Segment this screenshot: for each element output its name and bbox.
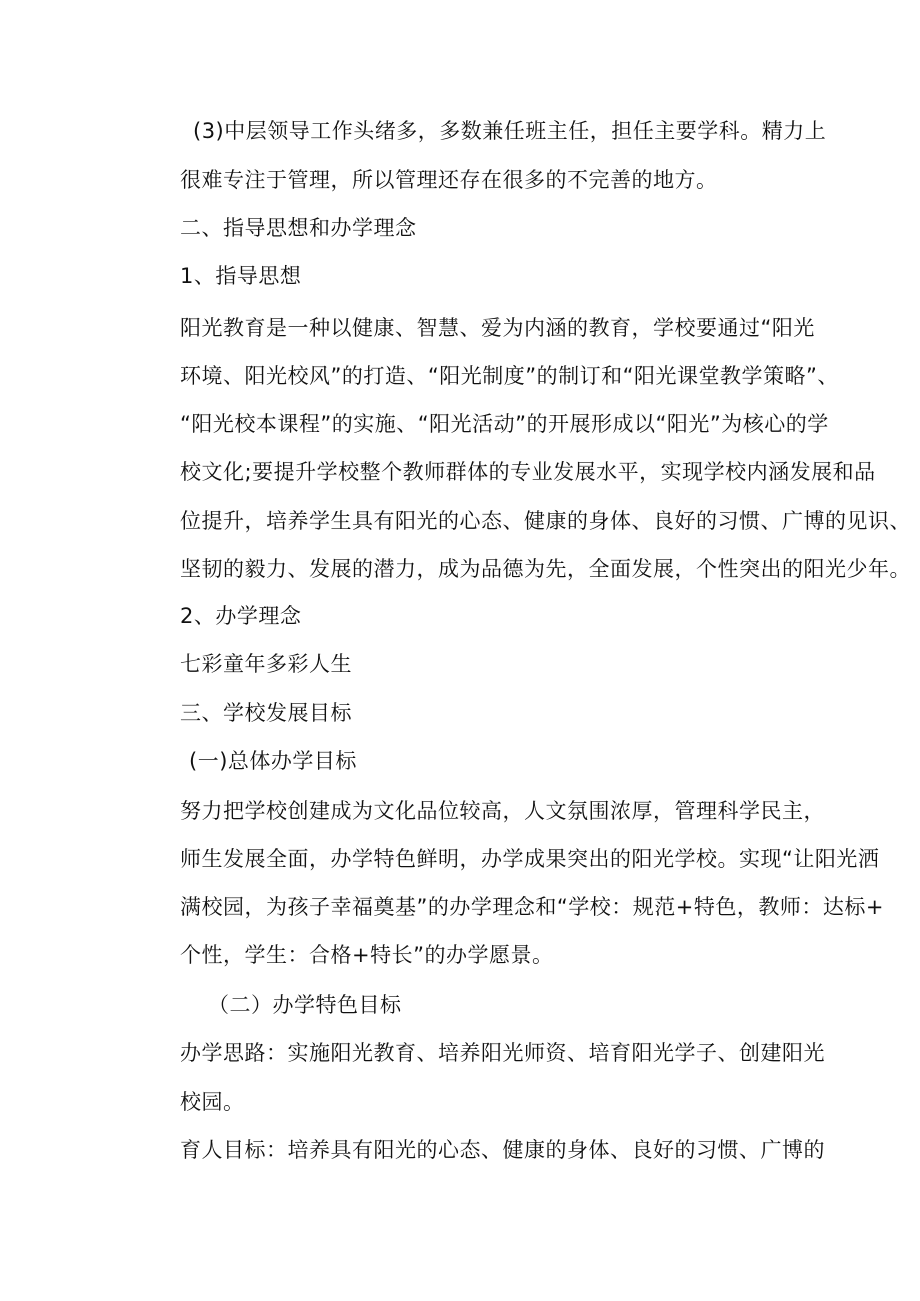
section-heading: 三、学校发展目标 (180, 701, 352, 725)
paragraph-line: 个性，学生：合格+特长”的办学愿景。 (180, 943, 554, 967)
paragraph-line: 坚韧的毅力、发展的潜力，成为品德为先，全面发展，个性突出的阳光少年。 (180, 557, 911, 581)
paragraph-line: 满校园，为孩子幸福奠基”的办学理念和“学校：规范+特色，教师：达标+ (180, 895, 884, 919)
paragraph-line: 很难专注于管理，所以管理还存在很多的不完善的地方。 (180, 168, 718, 192)
paragraph-line: 努力把学校创建成为文化品位较高，人文氛围浓厚，管理科学民主， (180, 799, 825, 823)
section-heading: 二、指导思想和办学理念 (180, 216, 417, 240)
paragraph-line: “阳光校本课程”的实施、“阳光活动”的开展形成以“阳光”为核心的学 (180, 412, 829, 436)
subsection-heading: （二）办学特色目标 (208, 993, 402, 1017)
paragraph-line: 阳光教育是一种以健康、智慧、爱为内涵的教育，学校要通过“阳光 (180, 316, 815, 340)
paragraph-line: 育人目标：培养具有阳光的心态、健康的身体、良好的习惯、广博的 (180, 1138, 825, 1162)
paragraph-line: 位提升，培养学生具有阳光的心态、健康的身体、良好的习惯、广博的见识、 (180, 509, 911, 533)
paragraph-line: (3)中层领导工作头绪多，多数兼任班主任，担任主要学科。精力上 (193, 119, 827, 143)
paragraph-line: 环境、阳光校风”的打造、“阳光制度”的制订和“阳光课堂教学策略”、 (180, 364, 839, 388)
paragraph-line: 师生发展全面，办学特色鲜明，办学成果突出的阳光学校。实现“让阳光洒 (180, 847, 880, 871)
subsection-heading: 1、指导思想 (180, 264, 302, 288)
paragraph-line: 校园。 (180, 1090, 245, 1114)
paragraph-line: 七彩童年多彩人生 (180, 652, 352, 676)
subsection-heading: 2、办学理念 (180, 604, 302, 628)
subsection-heading: (一)总体办学目标 (189, 749, 357, 773)
paragraph-line: 校文化;要提升学校整个教师群体的专业发展水平，实现学校内涵发展和品 (180, 460, 876, 484)
paragraph-line: 办学思路：实施阳光教育、培养阳光师资、培育阳光学子、创建阳光 (180, 1041, 825, 1065)
